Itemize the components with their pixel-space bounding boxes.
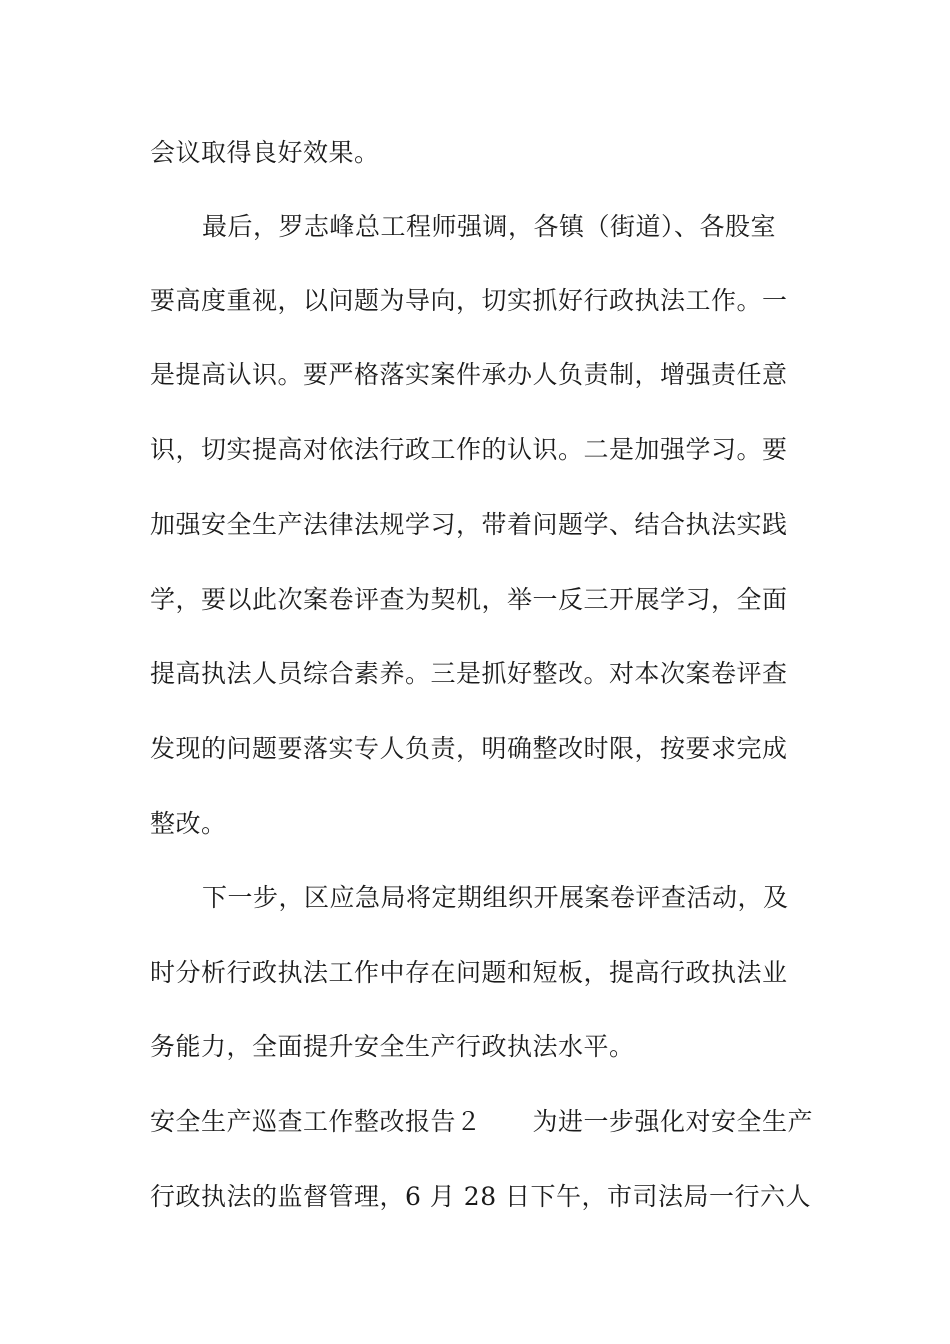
paragraph-line: 整改。 xyxy=(150,809,227,838)
paragraph-line: 会议取得良好效果。 xyxy=(150,138,380,167)
paragraph-line: 行政执法的监督管理，6 月 28 日下午，市司法局一行六人 xyxy=(150,1182,812,1211)
paragraph-line: 是提高认识。要严格落实案件承办人负责制，增强责任意 xyxy=(150,360,788,389)
paragraph-line: 要高度重视，以问题为导向，切实抓好行政执法工作。一 xyxy=(150,286,788,315)
paragraph-line: 识，切实提高对依法行政工作的认识。二是加强学习。要 xyxy=(150,435,788,464)
paragraph-line: 加强安全生产法律法规学习，带着问题学、结合执法实践 xyxy=(150,510,788,539)
paragraph-line: 最后，罗志峰总工程师强调，各镇（街道）、各股室 xyxy=(202,212,777,241)
paragraph-line: 发现的问题要落实专人负责，明确整改时限，按要求完成 xyxy=(150,734,788,763)
paragraph-line: 提高执法人员综合素养。三是抓好整改。对本次案卷评查 xyxy=(150,659,788,688)
paragraph-line: 务能力，全面提升安全生产行政执法水平。 xyxy=(150,1032,635,1061)
paragraph-line: 时分析行政执法工作中存在问题和短板，提高行政执法业 xyxy=(150,958,788,987)
section-heading-line: 安全生产巡查工作整改报告２ 为进一步强化对安全生产 xyxy=(150,1107,814,1136)
paragraph-line: 下一步，区应急局将定期组织开展案卷评查活动，及 xyxy=(202,883,789,912)
paragraph-line: 学，要以此次案卷评查为契机，举一反三开展学习，全面 xyxy=(150,585,788,614)
